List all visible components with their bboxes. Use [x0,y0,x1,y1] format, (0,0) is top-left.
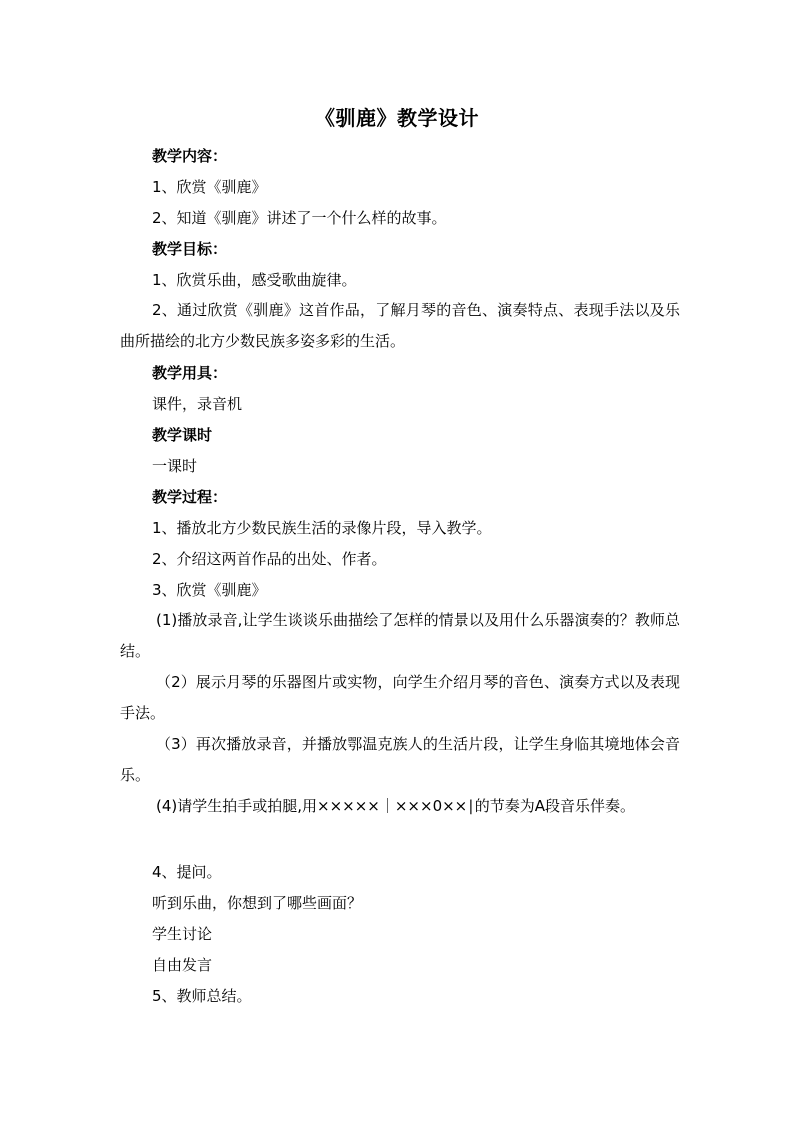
hours-text: 一课时 [152,457,198,475]
sub-step-2: （2）展示月琴的乐器图片或实物，向学生介绍月琴的音色、演奏方式以及表现手法。 [120,673,680,722]
hours-heading: 教学课时 [152,426,213,444]
page-title: 《驯鹿》教学设计 [315,106,479,130]
process-step-5: 5、教师总结。 [152,987,252,1005]
goal-item-2: 2、通过欣赏《驯鹿》这首作品，了解月琴的音色、演奏特点、表现手法以及乐曲所描绘的北方少数民族多姿多彩的生活。 [120,301,680,350]
process-step-4: 4、提问。 [152,863,222,881]
content-item-2: 2、知道《驯鹿》讲述了一个什么样的故事。 [152,209,447,227]
tools-text: 课件，录音机 [152,395,243,413]
process-step-3: 3、欣赏《驯鹿》 [152,581,267,599]
question-text: 听到乐曲，你想到了哪些画面？ [152,894,363,912]
content-item-1: 1、欣赏《驯鹿》 [152,178,267,196]
speech-text: 自由发言 [152,956,213,974]
content-heading: 教学内容： [152,147,228,165]
goals-heading: 教学目标： [152,240,228,258]
goal-item-1: 1、欣赏乐曲，感受歌曲旋律。 [152,271,357,289]
process-step-2: 2、介绍这两首作品的出处、作者。 [152,550,387,568]
sub-step-1: (1)播放录音,让学生谈谈乐曲描绘了怎样的情景以及用什么乐器演奏的？教师总结。 [120,611,680,660]
discussion-text: 学生讨论 [152,925,213,943]
process-heading: 教学过程： [152,488,228,506]
tools-heading: 教学用具： [152,364,228,382]
process-step-1: 1、播放北方少数民族生活的录像片段，导入教学。 [152,519,492,537]
sub-step-4: (4)请学生拍手或拍腿,用×××××｜×××0××∣的节奏为A段音乐伴奏。 [156,797,636,815]
sub-step-3: （3）再次播放录音，并播放鄂温克族人的生活片段，让学生身临其境地体会音乐。 [120,735,680,784]
